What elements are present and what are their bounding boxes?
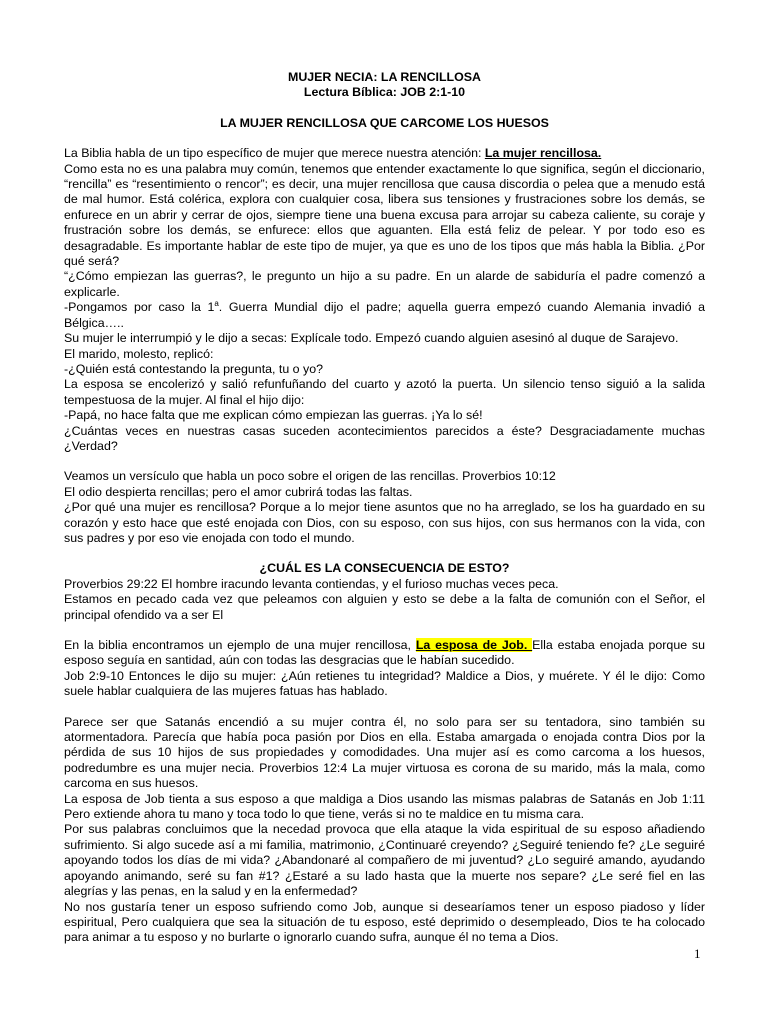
paragraph: En la biblia encontramos un ejemplo de una mujer rencillosa, La esposa de Job. Ella estaba enojada porque su esposo seguía en santidad, aún con todas las desgracias que le habían sucedido.: [64, 638, 705, 668]
paragraph: Como esta no es una palabra muy común, tenemos que entender exactamente lo que significa, según el diccionario, “rencilla” es “resentimiento o rencor”; es decir, una mujer rencillosa que causa discordia o pelea que a menudo está de mal humor. Está colérica, explora con cualquier cosa, libera sus tensiones y frustraciones sobre los demás, se enfurece en un abrir y cerrar de ojos, siempre tiene una buena excusa para arrojar su cabeza caliente, su coraje y frustración sobre los demás, se enfurece: ellos que aguanten. Ella está feliz de pelear. Y por todo eso es desagradable. Es importante hablar de este tipo de mujer, ya que es uno de los tipos que más habla la Biblia. ¿Por qué será?: [64, 161, 705, 269]
paragraph: Veamos un versículo que habla un poco sobre el origen de las rencillas. Proverbios 10:12: [64, 469, 556, 484]
paragraph: La Biblia habla de un tipo específico de mujer que merece nuestra atención: La mujer rencillosa.: [64, 146, 602, 161]
paragraph: El odio despierta rencillas; pero el amor cubrirá todas las faltas.: [64, 484, 413, 499]
paragraph: -Pongamos por caso la 1$^a$. Guerra Mundial dijo el padre; aquella guerra empezó cuando Alemania invadió a Bélgica…..: [64, 299, 705, 330]
paragraph: Proverbios 29:22 El hombre iracundo levanta contiendas, y el furioso muchas veces peca.: [64, 576, 559, 591]
document-subtitle: Lectura Bíblica: JOB 2:1-10: [303, 85, 466, 100]
section-heading-2: ¿CUÁL ES LA CONSECUENCIA DE ESTO?: [259, 561, 510, 576]
highlight-term: La esposa de Job.: [415, 638, 533, 652]
paragraph: Estamos en pecado cada vez que peleamos con alguien y esto se debe a la falta de comunión con el Señor, el principal ofendido va a ser El: [64, 592, 705, 622]
paragraph: Job 2:9-10 Entonces le dijo su mujer: ¿Aún retienes tu integridad? Maldice a Dios, y muérete. Y él le dijo: Como suele hablar cualquiera de las mujeres fatuas has hablado.: [64, 668, 705, 699]
paragraph: -Papá, no hace falta que me explican cómo empiezan las guerras. ¡Ya lo sé!: [64, 408, 483, 423]
paragraph: La esposa de Job tienta a sus esposo a que maldiga a Dios usando las mismas palabras de Satanás en Job 1:11 Pero extiende ahora tu mano y toca todo lo que tiene, verás si no te maldice en tu misma cara.: [64, 791, 705, 822]
paragraph: “¿Cómo empiezan las guerras?, le pregunto un hijo a su padre. En un alarde de sabiduría el padre comenzó a explicarle.: [64, 269, 705, 299]
paragraph: No nos gustaría tener un esposo sufriendo como Job, aunque si desearíamos tener un esposo piadoso y líder espiritual, Pero cualquiera que sea la situación de tu esposo, esté deprimido o desempleado, Dios te ha colocado para animar a tu esposo y no burlarte o ignorarlo cuando sufra, aunque él no tema a Dios.: [64, 899, 705, 945]
document-title: MUJER NECIA: LA RENCILLOSA: [288, 70, 481, 84]
paragraph: ¿Cuántas veces en nuestras casas suceden acontecimientos parecidos a éste? Desgraciadamente muchas ¿Verdad?: [64, 423, 705, 453]
paragraph: El marido, molesto, replicó:: [64, 346, 214, 361]
document-body: [64, 70, 705, 946]
section-heading-1: LA MUJER RENCILLOSA QUE CARCOME LOS HUESOS: [220, 115, 549, 130]
paragraph: ¿Por qué una mujer es rencillosa? Porque a lo mejor tiene asuntos que no ha arreglado, se los ha guardado en su corazón y esto hace que esté enojada con Dios, con su esposo, con sus hijos, con sus hermanos con la vida, con sus padres y por eso vie enojada con todo el mundo.: [64, 500, 705, 545]
highlight-term: La mujer rencillosa.: [484, 146, 602, 161]
paragraph: -¿Quién está contestando la pregunta, tu o yo?: [64, 361, 323, 376]
paragraph: La esposa se encolerizó y salió refunfuñando del cuarto y azotó la puerta. Un silencio tenso siguió a la salida tempestuosa de la mujer. Al final el hijo dijo:: [64, 377, 705, 407]
page-number: 1: [694, 946, 701, 961]
paragraph: Por sus palabras concluimos que la necedad provoca que ella ataque la vida espiritual de su esposo añadiendo sufrimiento. Si algo sucede así a mi familia, matrimonio, ¿Continuaré creyendo? ¿Seguiré teniendo fe? ¿Le seguiré apoyando todos los días de mi vida? ¿Abandonaré al compañero de mi juventud? ¿Lo seguiré amando, ayudando apoyando animando, seré su fan #1? ¿Estaré a su lado hasta que la muerte nos separe? ¿Le seré fiel en las alegrías y las penas, en la salud y en la enfermedad?: [64, 822, 705, 899]
paragraph: Parece ser que Satanás encendió a su mujer contra él, no solo para ser su tentadora, sino también su atormentadora. Parecía que había poca pasión por Dios en ella. Estaba amargada o enojada contra Dios por la pérdida de sus 10 hijos de sus propiedades y comodidades. Una mujer así es como carcoma a los huesos, podredumbre es una mujer necia. Proverbios 12:4 La mujer virtuosa es corona de su marido, más la mala, como carcoma en sus huesos.: [64, 714, 705, 791]
paragraph: Su mujer le interrumpió y le dijo a secas: Explícale todo. Empezó cuando alguien asesinó al duque de Sarajevo.: [64, 331, 679, 346]
